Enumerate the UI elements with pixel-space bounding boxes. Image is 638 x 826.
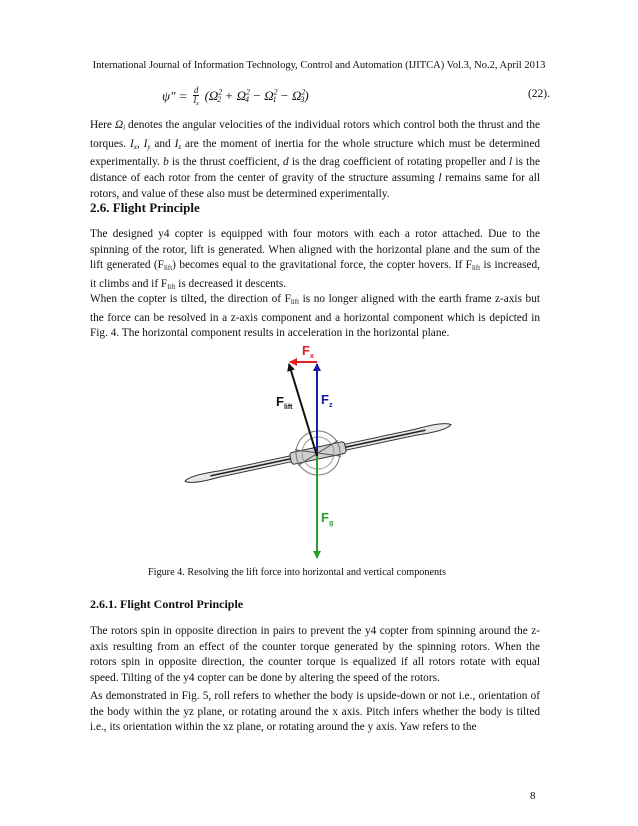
label-fx: $F_x$ <box>302 343 314 360</box>
fraction-numerator: d <box>193 85 199 95</box>
page-number: 8 <box>530 790 536 802</box>
section-heading: 2.6. Flight Principle <box>90 200 200 215</box>
equation-number: (22). <box>527 88 550 100</box>
figure-caption: Figure 4. Resolving the lift force into horizontal and vertical components <box>148 567 446 578</box>
label-flift: $F_{lift}$ <box>276 394 293 411</box>
equation-22 <box>0 86 638 108</box>
paragraph-flight-principle: The designed y4 copter is equipped with four motors with each a rotor attached. Due to the spinning of the rotor, lift is generated. When aligned with the horizontal plane and the sum of the lift generated $(F_{lift})$ becomes equal to the gravitational force, the copter hovers. If $F_{lift}$ is increased, it climbs and if $F_{lift}$ is decreased it descents. <box>90 228 540 292</box>
equation-fraction <box>193 86 200 109</box>
paragraph-roll-pitch-yaw: As demonstrated in Fig. 5, roll refers to whether the body is upside-down or not i.e., orientation of the body within the yz plane, or rotating around the x axis. Pitch infers whether the body is tilted i.e., its orientation within the xz plane, or rotating around the y axis. Yaw refers to the <box>90 690 540 734</box>
label-fz: $F_z$ <box>321 392 333 409</box>
equation-lhs: ψ" = <box>162 88 191 104</box>
equation-rhs: $(\Omega^2_2 + \Omega^2_4 - \Omega^2_1 - \Omega^2_3)$ <box>204 88 309 105</box>
fraction-denominator: $I_z$ <box>193 95 199 107</box>
figure-force-diagram <box>178 340 458 562</box>
equation-formula <box>162 86 309 109</box>
journal-header: International Journal of Information Technology, Control and Automation (IJITCA) Vol.3, No.2, April 2013 <box>92 60 546 71</box>
paragraph-flight-control: The rotors spin in opposite direction in pairs to prevent the y4 copter from spinning around the z-axis resulting from an effect of the counter torque generated by the spinning rotors. When the rotors spin in opposite direction, the counter torque is equalized if all rotors rotate with equal speed. Tilting of the y4 copter can be done by altering the speed of the rotors. <box>90 625 540 685</box>
paragraph-variables: Here $\Omega_i$ denotes the angular velocities of the individual rotors which control both the thrust and the torques. $I_x$, $I_y$ and $I_z$ are the moment of inertia for the whole structure which must be determined experimentally. b is the thrust coefficient, d is the drag coefficient of rotating propeller and l is the distance of each rotor from the center of gravity of the structure assuming l remains same for all rotors, and value of these also must be determined experimentally. <box>90 119 541 200</box>
force-flift-arrow <box>289 364 317 456</box>
label-fg: $F_g$ <box>321 510 334 527</box>
paragraph-tilt: When the copter is tilted, the direction of $F_{lift}$ is no longer aligned with the earth frame z-axis but the force can be resolved in a z-axis component and a horizontal component which is depicted in Fig. 4. The horizontal component results in acceleration in the horizontal plane. <box>90 293 540 340</box>
subsection-heading: 2.6.1. Flight Control Principle <box>90 597 244 611</box>
